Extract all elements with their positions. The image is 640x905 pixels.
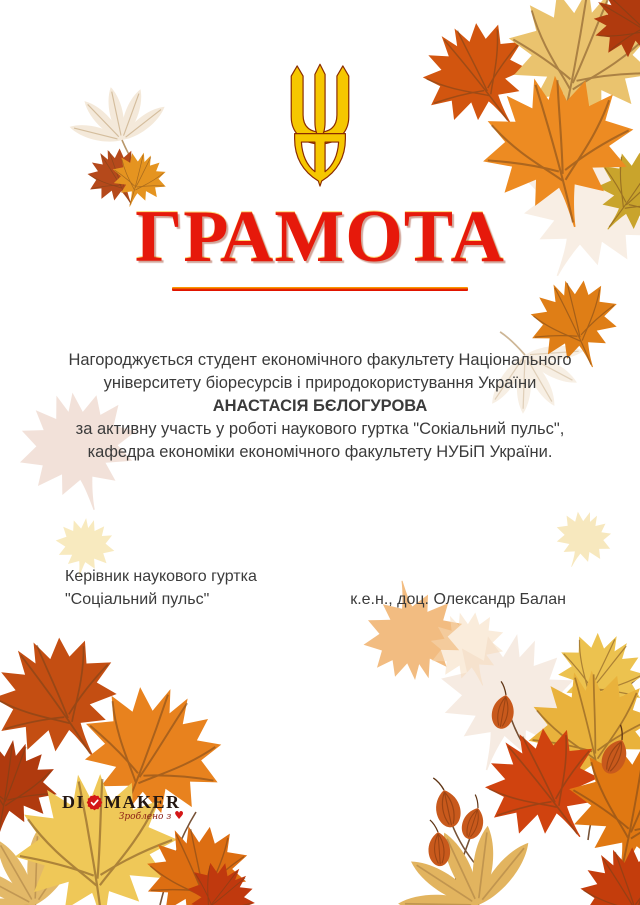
logo-part-maker: MAKER bbox=[104, 792, 181, 812]
signature-role-line-1: Керівник наукового гуртка bbox=[65, 568, 257, 585]
signature-role-line-2: "Соціальний пульс" bbox=[65, 591, 210, 608]
recipient-name: АНАСТАСІЯ БЄЛОГУРОВА bbox=[212, 397, 428, 415]
award-text bbox=[20, 349, 620, 464]
logo-tagline: Зроблено з ♥ bbox=[118, 809, 184, 822]
dipmaker-logo bbox=[62, 793, 184, 822]
logo-part-di: DI bbox=[62, 792, 86, 812]
signature-name: к.е.н., доц. Олександр Балан bbox=[350, 591, 566, 608]
award-line-1: Нагороджується студент економічного факультету Національного bbox=[68, 351, 572, 369]
heart-icon: ♥ bbox=[174, 809, 184, 822]
check-badge-icon bbox=[86, 794, 103, 811]
certificate-title: ГРАМОТА bbox=[135, 196, 505, 278]
award-line-2: університету біоресурсів і природокористування України bbox=[103, 374, 537, 392]
signature-role bbox=[65, 565, 257, 611]
title-underline bbox=[172, 287, 468, 291]
award-line-4: за активну участь у роботі наукового гуртка "Сокіальний пульс", bbox=[75, 420, 565, 438]
signature-row bbox=[65, 565, 566, 611]
award-line-5: кафедра економіки економічного факультету НУБіП України. bbox=[87, 443, 553, 461]
ukraine-trident-icon bbox=[276, 52, 364, 200]
